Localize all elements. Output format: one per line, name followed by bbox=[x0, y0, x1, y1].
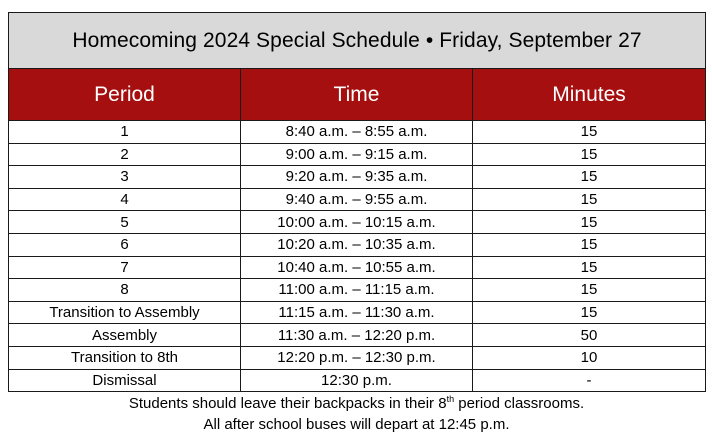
minutes-cell: 15 bbox=[473, 121, 706, 144]
table-row bbox=[9, 279, 706, 302]
time-cell: 11:15 a.m. – 11:30 a.m. bbox=[241, 301, 473, 324]
minutes-cell: 15 bbox=[473, 301, 706, 324]
schedule-notes bbox=[8, 393, 705, 435]
time-cell: 9:40 a.m. – 9:55 a.m. bbox=[241, 188, 473, 211]
minutes-cell: 15 bbox=[473, 233, 706, 256]
minutes-cell: 15 bbox=[473, 188, 706, 211]
bus-note: All after school buses will depart at 12:45 p.m. bbox=[203, 416, 510, 433]
period-cell: Transition to Assembly bbox=[9, 301, 241, 324]
time-cell: 11:00 a.m. – 11:15 a.m. bbox=[241, 279, 473, 302]
column-header-minutes: Minutes bbox=[473, 69, 706, 121]
table-row bbox=[9, 301, 706, 324]
time-cell: 11:30 a.m. – 12:20 p.m. bbox=[241, 324, 473, 347]
period-cell: 6 bbox=[9, 233, 241, 256]
minutes-cell: 50 bbox=[473, 324, 706, 347]
time-cell: 10:20 a.m. – 10:35 a.m. bbox=[241, 233, 473, 256]
period-cell: 4 bbox=[9, 188, 241, 211]
backpack-note-end: period classrooms. bbox=[454, 395, 585, 412]
backpack-note bbox=[8, 393, 705, 414]
time-cell: 9:00 a.m. – 9:15 a.m. bbox=[241, 143, 473, 166]
column-header-period: Period bbox=[9, 69, 241, 121]
period-cell: Assembly bbox=[9, 324, 241, 347]
schedule-rows bbox=[9, 121, 706, 392]
minutes-cell: 15 bbox=[473, 256, 706, 279]
table-row bbox=[9, 211, 706, 234]
column-header-time: Time bbox=[241, 69, 473, 121]
period-cell: 8 bbox=[9, 279, 241, 302]
time-cell: 10:40 a.m. – 10:55 a.m. bbox=[241, 256, 473, 279]
minutes-cell: 15 bbox=[473, 279, 706, 302]
minutes-cell: 15 bbox=[473, 211, 706, 234]
ordinal-suffix: th bbox=[446, 394, 455, 404]
schedule-title: Homecoming 2024 Special Schedule • Friday, September 27 bbox=[9, 13, 706, 69]
period-cell: Dismissal bbox=[9, 369, 241, 392]
schedule-table bbox=[8, 12, 706, 392]
backpack-note-text: Students should leave their backpacks in their 8 bbox=[128, 395, 447, 412]
minutes-cell: 10 bbox=[473, 346, 706, 369]
time-cell: 12:20 p.m. – 12:30 p.m. bbox=[241, 346, 473, 369]
table-row bbox=[9, 188, 706, 211]
table-row bbox=[9, 166, 706, 189]
time-cell: 9:20 a.m. – 9:35 a.m. bbox=[241, 166, 473, 189]
minutes-cell: 15 bbox=[473, 143, 706, 166]
table-row bbox=[9, 143, 706, 166]
minutes-cell: 15 bbox=[473, 166, 706, 189]
time-cell: 12:30 p.m. bbox=[241, 369, 473, 392]
table-row bbox=[9, 121, 706, 144]
period-cell: 5 bbox=[9, 211, 241, 234]
table-row bbox=[9, 256, 706, 279]
table-row bbox=[9, 369, 706, 392]
period-cell: 3 bbox=[9, 166, 241, 189]
minutes-cell: - bbox=[473, 369, 706, 392]
time-cell: 10:00 a.m. – 10:15 a.m. bbox=[241, 211, 473, 234]
period-cell: 1 bbox=[9, 121, 241, 144]
period-cell: 2 bbox=[9, 143, 241, 166]
time-cell: 8:40 a.m. – 8:55 a.m. bbox=[241, 121, 473, 144]
table-row bbox=[9, 324, 706, 347]
table-row bbox=[9, 233, 706, 256]
period-cell: 7 bbox=[9, 256, 241, 279]
period-cell: Transition to 8th bbox=[9, 346, 241, 369]
table-row bbox=[9, 346, 706, 369]
